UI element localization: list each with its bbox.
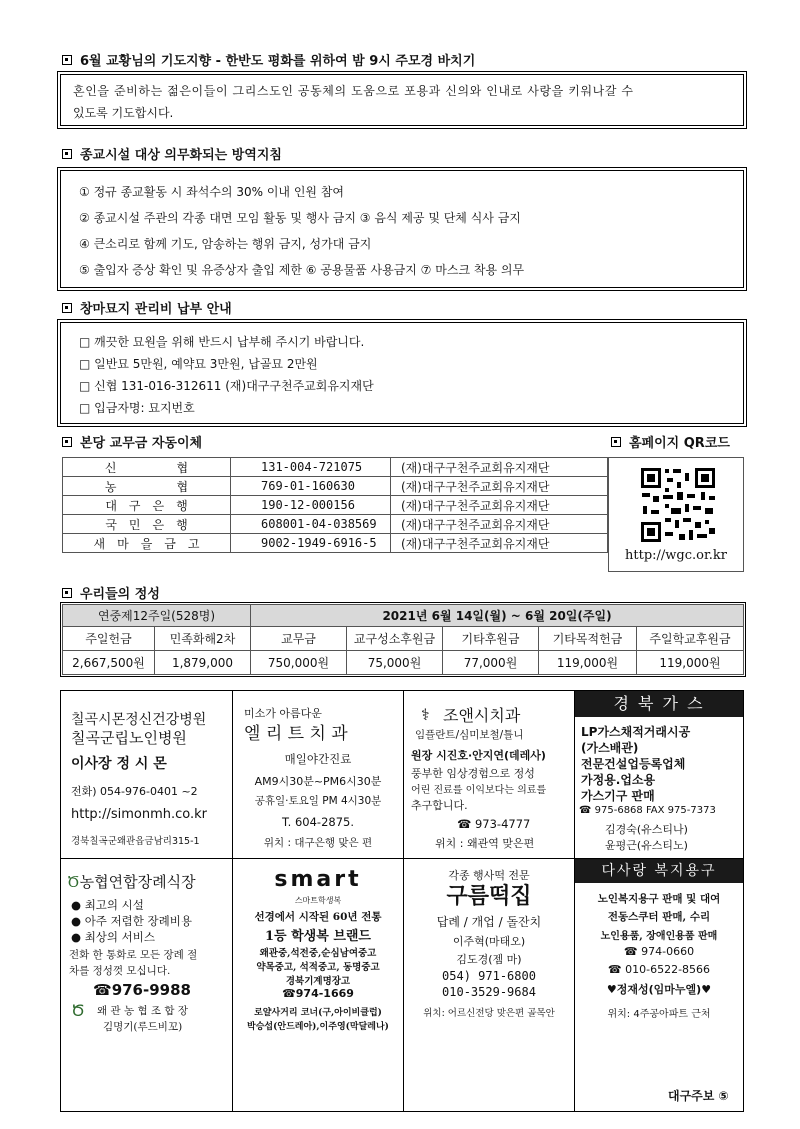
table-row: [63, 515, 608, 534]
phone-icon: ☎: [623, 945, 642, 958]
offering-value: 75,000원: [347, 651, 443, 675]
section-title-autotransfer: 본당 교무금 자동이체: [62, 432, 202, 451]
section-title-offering: 우리들의 정성: [62, 583, 160, 602]
period-label: 2021년 6월 14일(월) ~ 6월 20일(주일): [251, 605, 744, 627]
bank-name: 농 협: [63, 477, 231, 496]
bank-name: 신 협: [63, 458, 231, 477]
quarantine-item: ② 종교시설 주관의 각종 대면 모임 활동 및 행사 금지 ③ 음식 제공 및 단체 식사 금지: [79, 211, 521, 225]
bank-name: 새 마 을 금 고: [63, 534, 231, 553]
prayer-text-line: 혼인을 준비하는 젊은이들이 그리스도인 공동체의 도움으로 포용과 신의와 인내로 사랑을 키워나갈 수: [73, 84, 634, 98]
account-number: 190-12-000156: [231, 496, 391, 515]
prayer-text-line: 있도록 기도합시다.: [73, 106, 174, 120]
section-title-quarantine: 종교시설 대상 의무화되는 방역지침: [62, 144, 282, 163]
cemetery-item: □ 입금자명: 묘지번호: [79, 401, 195, 415]
quarantine-item: ① 정규 종교활동 시 좌석수의 30% 이내 인원 참여: [79, 185, 345, 199]
ad-rice-cake: 각종 행사떡 전문 구름떡집 답례 / 개업 / 돌잔치 이주혁(마태오) 김도경(젬 마) 054) 971-6800 010-3529-9684 위치: 어르신전당 맞은편 골목안: [423, 869, 555, 1019]
nh-logo-icon: Ծ: [67, 873, 80, 891]
simon-link[interactable]: http://simonmh.co.kr: [71, 807, 207, 822]
homepage-link[interactable]: http://wgc.or.kr: [625, 548, 727, 563]
account-number: 131-004-721075: [231, 458, 391, 477]
ads-grid: [60, 690, 744, 1112]
cemetery-item: □ 신협 131-016-312611 (재)대구구천주교회유지재단: [79, 379, 374, 393]
bank-name: 대 구 은 행: [63, 496, 231, 515]
quarantine-box: [60, 170, 744, 288]
ad-joan-dental: ⚕ 조앤시치과 임플란트/심미보철/틀니 원장 시진호·안지연(데레사) 풍부한 임상경험으로 정성 어린 진료를 이익보다는 의료를 추구합니다. ☎ 973-4777 위치 : 왜관역 맞은편: [411, 705, 547, 850]
phone-icon: ☎: [93, 981, 112, 999]
bank-name: 국 민 은 행: [63, 515, 231, 534]
square-bullet-icon: [62, 303, 72, 313]
ad-funeral-hall: Ծ농협연합장례식장 ● 최고의 시설 ● 아주 저렴한 장례비용 ● 최상의 서비스 전화 한 통화로 모든 장례 절 차를 정성껏 모십니다. ☎976-9988 Ծ 왜 관 농 협 조 합 장 김명기(루드비꼬): [67, 873, 198, 1033]
week-label: 연중제12주일(528명): [63, 605, 251, 627]
table-row: [63, 477, 608, 496]
account-holder: (재)대구구천주교회유지재단: [391, 477, 608, 496]
account-number: 769-01-160630: [231, 477, 391, 496]
phone-icon: ☎: [579, 805, 595, 816]
quarantine-item: ⑤ 출입자 증상 확인 및 유증상자 출입 제한 ⑥ 공용물품 사용금지 ⑦ 마스크 착용 의무: [79, 263, 525, 277]
account-holder: (재)대구구천주교회유지재단: [391, 515, 608, 534]
ad-smart-uniform: smart 스마트학생복 선경에서 시작된 60년 전통 1등 학생복 브랜드 왜관중,석전중,순심남여중고 약목중고, 석적중고, 동명중고 경북기계명장고 ☎974-1669 로얄사거리 코너(구,아이비클럽) 박승섭(안드레아),이주영(막달레나): [247, 867, 389, 1032]
phone-icon: ☎: [607, 963, 626, 976]
section-title-cemetery: 창마묘지 관리비 납부 안내: [62, 298, 232, 317]
table-row: [63, 605, 744, 627]
offering-value: 119,000원: [637, 651, 744, 675]
nh-logo-icon: Ծ: [71, 1001, 85, 1020]
square-bullet-icon: [611, 437, 621, 447]
bank-table: [62, 457, 608, 553]
account-number: 608001-04-038569: [231, 515, 391, 534]
table-row: [63, 458, 608, 477]
table-row: [63, 496, 608, 515]
cemetery-item: □ 일반묘 5만원, 예약묘 3만원, 납골묘 2만원: [79, 357, 318, 371]
page-number: 대구주보 ⑤: [668, 1089, 729, 1103]
offering-value: 77,000원: [443, 651, 539, 675]
cemetery-box: [60, 322, 744, 424]
column-header: 주일학교후원금: [637, 627, 744, 651]
section-title-qr: 홈페이지 QR코드: [611, 432, 730, 451]
square-bullet-icon: [62, 149, 72, 159]
offering-value: 750,000원: [251, 651, 347, 675]
ad-gyeongbuk-gas: 경 북 가 스 LP가스채적거래시공 (가스배관) 전문건설업등록업체 가정용.업소용 가스기구 판매 ☎ 975-6868 FAX 975-7373 김경숙(유스티나) 윤평근(유스티노): [575, 691, 743, 857]
square-bullet-icon: [62, 55, 72, 65]
table-row: [63, 651, 744, 675]
offering-table: [62, 604, 744, 675]
column-header: 교구성소후원금: [347, 627, 443, 651]
table-row: [63, 534, 608, 553]
cemetery-item: □ 깨끗한 묘원을 위해 반드시 납부해 주시기 바랍니다.: [79, 335, 365, 349]
account-number: 9002-1949-6916-5: [231, 534, 391, 553]
column-header: 기타목적헌금: [539, 627, 637, 651]
offering-value: 2,667,500원: [63, 651, 155, 675]
account-holder: (재)대구구천주교회유지재단: [391, 534, 608, 553]
phone-icon: ☎: [457, 817, 475, 831]
ad-welfare-equipment: 다사랑 복지용구 노인복지용구 판매 및 대여 전동스쿠터 판매, 수리 노인용품, 장애인용품 판매 ☎ 974-0660 ☎ 010-6522-8566 ♥정재성(임마누엘)♥ 위치: 4주공아파트 근처: [575, 859, 743, 1111]
column-header: 기타후원금: [443, 627, 539, 651]
offering-value: 1,879,000: [155, 651, 251, 675]
tooth-logo-icon: ⚕: [421, 705, 430, 724]
column-header: 민족화해2차: [155, 627, 251, 651]
ad-elite-dental: 미소가 아름다운 엘 리 트 치 과 매일야간진료 AM9시30분~PM6시30분 공휴일·토요일 PM 4시30분 T. 604-2875. 위치 : 대구은행 맞은 편: [244, 707, 382, 849]
ad-simon-hospital: 칠곡시몬정신건강병원 칠곡군립노인병원 이사장 정 시 몬 전화) 054-976-0401 ~2 http://simonmh.co.kr 경북칠곡군왜관읍금남리315-1: [71, 712, 207, 847]
qr-box: [608, 457, 744, 572]
square-bullet-icon: [62, 588, 72, 598]
section-title-prayer: 6월 교황님의 기도지향 - 한반도 평화를 위하여 밤 9시 주모경 바치기: [62, 50, 475, 69]
qr-code-icon[interactable]: [639, 466, 717, 544]
offering-value: 119,000원: [539, 651, 637, 675]
quarantine-item: ④ 큰소리로 함께 기도, 암송하는 행위 금지, 성가대 금지: [79, 237, 372, 251]
table-row: [63, 627, 744, 651]
prayer-box: [60, 74, 744, 126]
phone-icon: ☎: [282, 987, 296, 1000]
account-holder: (재)대구구천주교회유지재단: [391, 458, 608, 477]
account-holder: (재)대구구천주교회유지재단: [391, 496, 608, 515]
square-bullet-icon: [62, 437, 72, 447]
column-header: 주일헌금: [63, 627, 155, 651]
column-header: 교무금: [251, 627, 347, 651]
